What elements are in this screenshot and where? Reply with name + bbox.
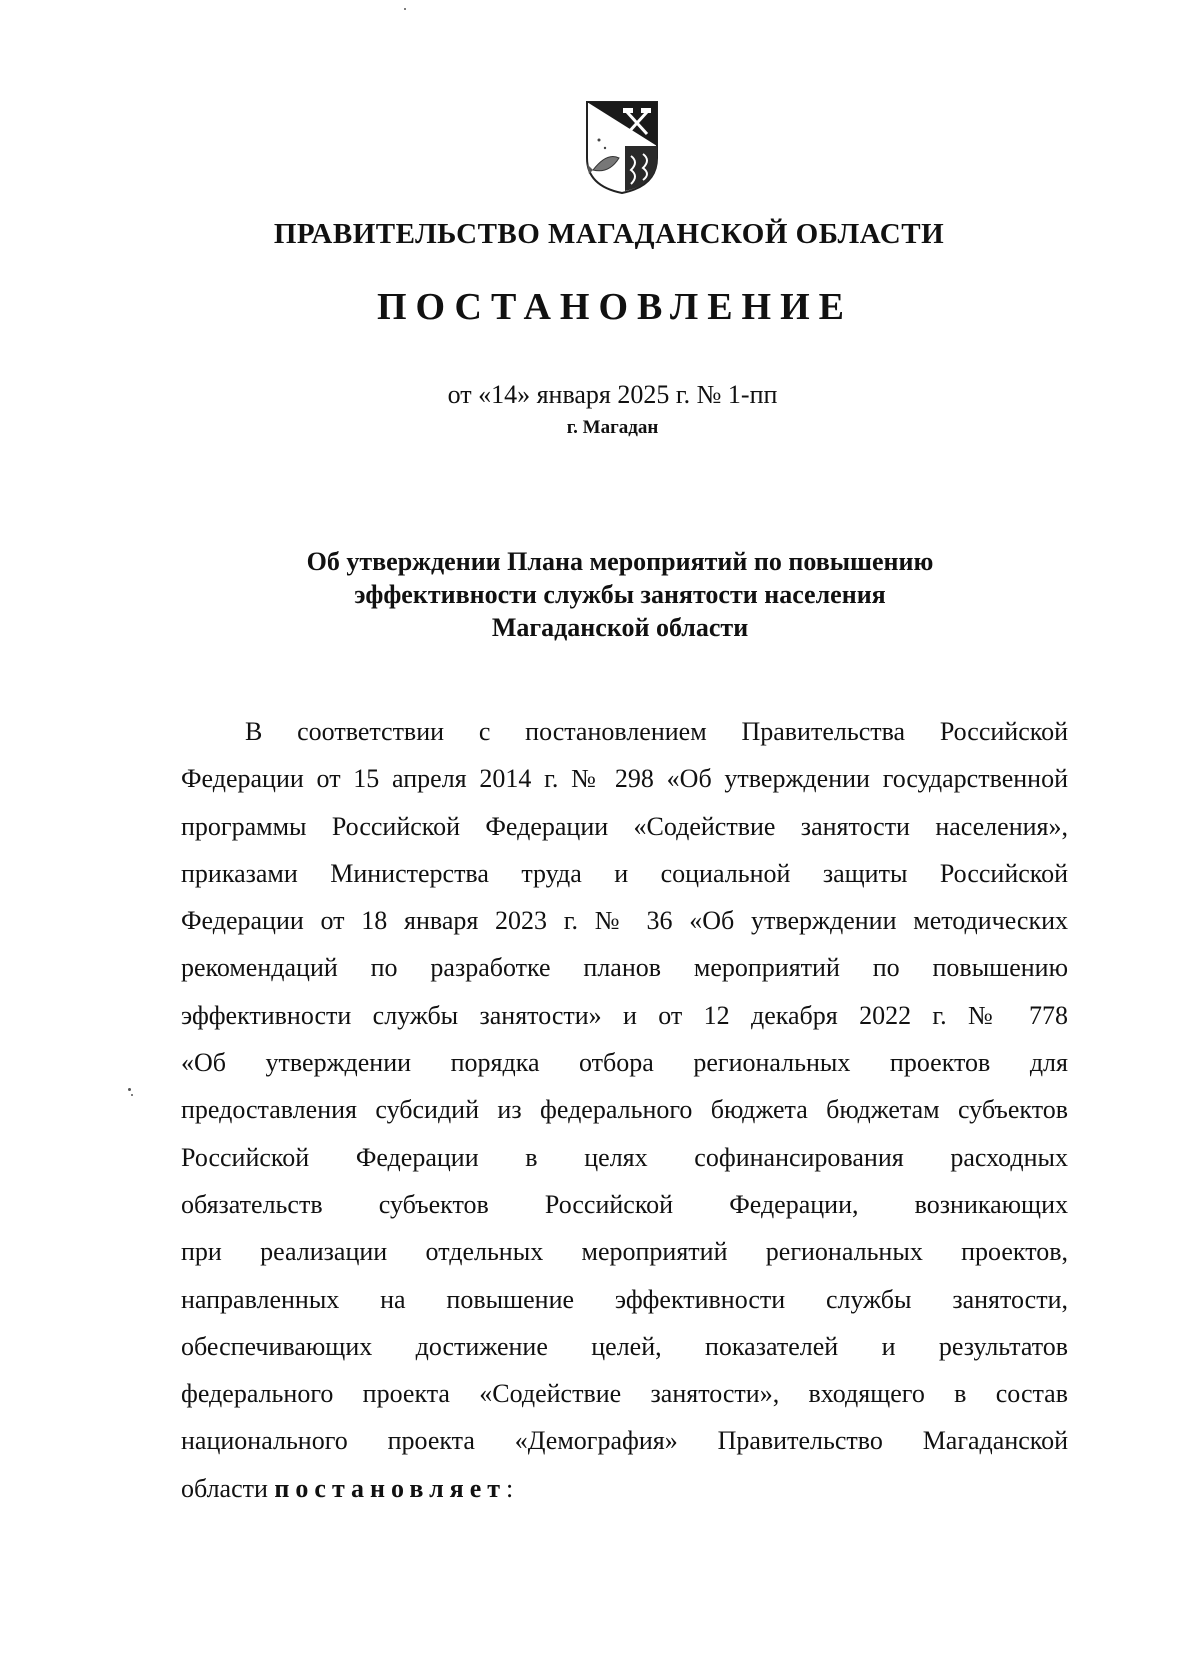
body-line: федерального проекта «Содействие занятости», входящего в состав [181, 1379, 1068, 1409]
subject-line: Магаданской области [491, 613, 749, 642]
document-city: г. Магадан [566, 417, 659, 438]
body-line: Федерации от 18 января 2023 г. № 36 «Об утверждении методических [181, 906, 1068, 936]
body-line: национального проекта «Демография» Правительство Магаданской [181, 1426, 1068, 1456]
body-line: приказами Министерства труда и социальной защиты Российской [181, 858, 1068, 888]
body-line: «Об утверждении порядка отбора региональных проектов для [181, 1048, 1068, 1078]
closing-prefix: области [181, 1473, 268, 1503]
body-line: программы Российской Федерации «Содействие занятости населения», [181, 811, 1068, 841]
body-closing-line [181, 1465, 1068, 1512]
document-subject [240, 545, 1000, 644]
body-line: эффективности службы занятости» и от 12 декабря 2022 г. № 778 [181, 1000, 1068, 1030]
body-line: обеспечивающих достижение целей, показателей и результатов [181, 1331, 1068, 1361]
body-line: направленных на повышение эффективности службы занятости, [181, 1284, 1068, 1314]
document-date-number: от «14» января 2025 г. № 1-пп [447, 380, 778, 409]
body-line: В соответствии с постановлением Правительства Российской [245, 717, 1068, 746]
closing-suffix: : [506, 1473, 514, 1503]
scan-speck [404, 8, 406, 10]
document-body [181, 708, 1068, 1512]
body-line: предоставления субсидий из федерального бюджета бюджетам субъектов [181, 1095, 1068, 1125]
closing-verb: постановляет [274, 1473, 507, 1503]
body-line: Российской Федерации в целях софинансирования расходных [181, 1142, 1068, 1172]
government-title: ПРАВИТЕЛЬСТВО МАГАДАНСКОЙ ОБЛАСТИ [273, 218, 945, 250]
scan-speck [128, 1088, 131, 1091]
scan-speck [131, 1094, 133, 1096]
subject-line: эффективности службы занятости населения [354, 580, 886, 609]
magadan-coat-of-arms-icon [585, 100, 659, 195]
body-line: Федерации от 15 апреля 2014 г. № 298 «Об утверждении государственной [181, 764, 1068, 794]
body-line: обязательств субъектов Российской Федерации, возникающих [181, 1189, 1068, 1219]
body-line: при реализации отдельных мероприятий региональных проектов, [181, 1237, 1068, 1267]
subject-line: Об утверждении Плана мероприятий по повышению [306, 547, 934, 576]
body-line: рекомендаций по разработке планов мероприятий по повышению [181, 953, 1068, 983]
document-type: ПОСТАНОВЛЕНИЕ [376, 286, 854, 328]
